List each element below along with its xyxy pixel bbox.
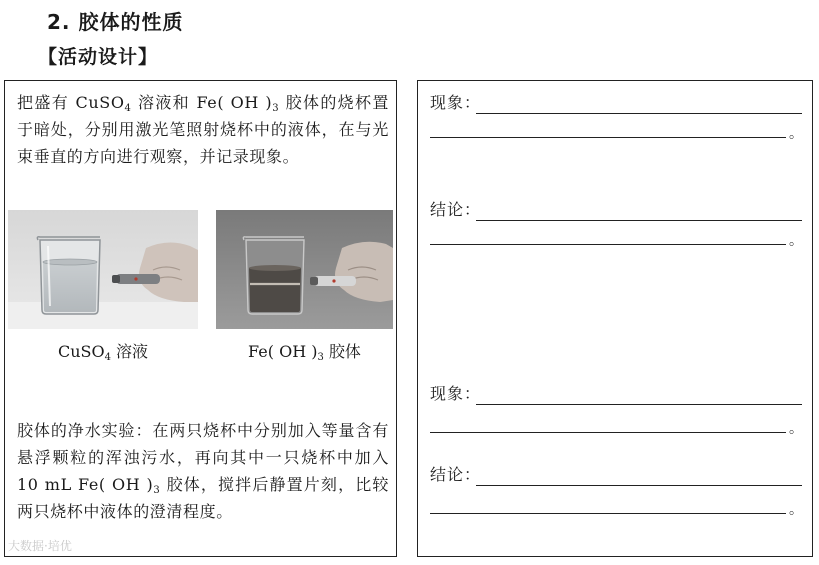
instruction-text: 把盛有 CuSO$_4$ 溶液和 Fe( OH )$_3$ 胶体的烧杯置于暗处，分别用激光笔照射烧杯中的液体，在与光束垂直的方向进行观察，并记录现象。 [17, 93, 389, 166]
period-mark: 。 [789, 126, 803, 142]
phenomenon-answer-blank[interactable] [476, 404, 802, 405]
phenomenon-answer-blank-cont[interactable] [430, 432, 786, 433]
cuso4-caption: CuSO$_4$ 溶液 [57, 342, 149, 363]
water-purification-text: 胶体的净水实验：在两只烧杯中分别加入等量含有悬浮颗粒的浑浊污水，再向其中一只烧杯中加入 10 mL Fe( OH )$_3$ 胶体，搅拌后静置片刻，比较两只烧杯中液体的澄清程度。 [17, 421, 389, 521]
conclusion-row-1 [428, 200, 802, 222]
answer-panel [417, 80, 813, 557]
phenomenon-row-1 [428, 93, 802, 115]
phenomenon-answer-blank[interactable] [476, 113, 802, 114]
period-mark: 。 [789, 233, 803, 249]
phenomenon-row-2 [428, 384, 802, 406]
conclusion-row-2 [428, 465, 802, 487]
activity-design-heading: 【活动设计】 [38, 46, 159, 68]
feoh3-caption: Fe( OH )$_3$ 胶体 [248, 342, 361, 363]
section-title: 2. 胶体的性质 [47, 10, 184, 34]
activity-panel [4, 80, 397, 557]
phenomenon-answer-blank-cont[interactable] [430, 137, 786, 138]
conclusion-answer-blank[interactable] [476, 220, 802, 221]
conclusion-label: 结论： [430, 465, 482, 484]
period-mark: 。 [789, 421, 803, 437]
conclusion-answer-blank[interactable] [476, 485, 802, 486]
phenomenon-label: 现象： [430, 93, 482, 112]
period-mark: 。 [789, 502, 803, 518]
conclusion-label: 结论： [430, 200, 482, 219]
cuso4-beaker-photo [8, 210, 198, 329]
phenomenon-label: 现象： [430, 384, 482, 403]
feoh3-colloid-beaker-photo [216, 210, 393, 329]
conclusion-answer-blank-cont[interactable] [430, 513, 786, 514]
conclusion-answer-blank-cont[interactable] [430, 244, 786, 245]
watermark: 大数据·培优 [8, 539, 72, 553]
